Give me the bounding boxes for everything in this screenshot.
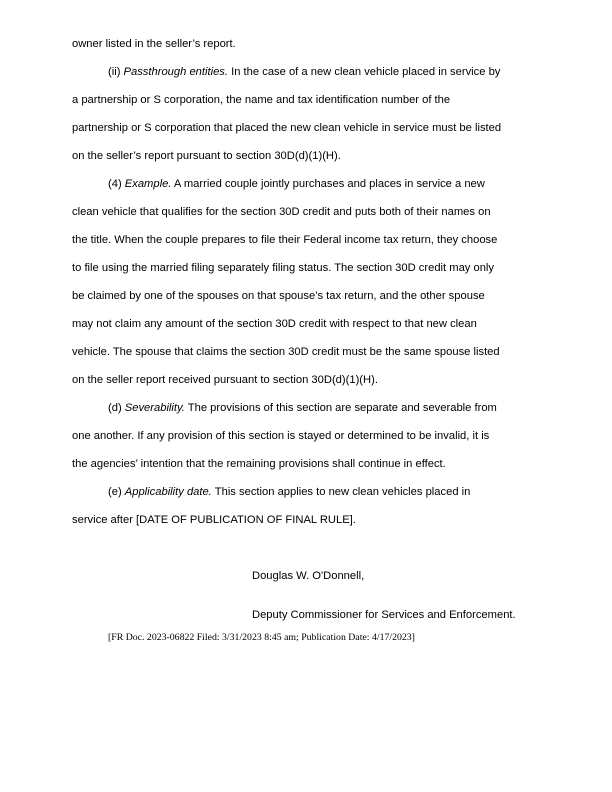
- paragraph-e-first-line: (e) Applicability date. This section applies to new clean vehicles placed in: [108, 486, 471, 498]
- body-line: service after [DATE OF PUBLICATION OF FINAL RULE].: [72, 514, 356, 526]
- paragraph-heading: Severability.: [124, 402, 185, 414]
- paragraph-ii-first-line: (ii) Passthrough entities. In the case of a new clean vehicle placed in service by: [108, 66, 501, 78]
- paragraph-number: (4): [108, 178, 125, 190]
- body-line: clean vehicle that qualifies for the section 30D credit and puts both of their names on: [72, 206, 491, 218]
- body-line: may not claim any amount of the section 30D credit with respect to that new clean: [72, 318, 477, 330]
- body-line: the agencies’ intention that the remaining provisions shall continue in effect.: [72, 458, 446, 470]
- body-line: a partnership or S corporation, the name and tax identification number of the: [72, 94, 451, 106]
- body-line: on the seller’s report pursuant to section 30D(d)(1)(H).: [72, 150, 341, 162]
- body-line: one another. If any provision of this section is stayed or determined to be invalid, it is: [72, 430, 490, 442]
- paragraph-number: (e): [108, 486, 125, 498]
- paragraph-number: (d): [108, 402, 125, 414]
- paragraph-d-first-line: (d) Severability. The provisions of this section are separate and severable from: [108, 402, 497, 414]
- body-line: the title. When the couple prepares to file their Federal income tax return, they choose: [72, 234, 498, 246]
- fr-document-note: [FR Doc. 2023-06822 Filed: 3/31/2023 8:45 am; Publication Date: 4/17/2023]: [108, 632, 415, 643]
- paragraph-4-first-line: (4) Example. A married couple jointly purchases and places in service a new: [108, 178, 485, 190]
- body-line: be claimed by one of the spouses on that spouse’s tax return, and the other spouse: [72, 290, 485, 302]
- signatory-title: Deputy Commissioner for Services and Enforcement.: [252, 609, 516, 621]
- paragraph-heading: Example.: [124, 178, 172, 190]
- body-line: on the seller report received pursuant to section 30D(d)(1)(H).: [72, 374, 378, 386]
- signatory-name: Douglas W. O'Donnell,: [252, 570, 365, 582]
- paragraph-number: (ii): [108, 66, 124, 78]
- paragraph-heading: Passthrough entities.: [123, 66, 229, 78]
- body-line: owner listed in the seller’s report.: [72, 38, 236, 50]
- body-line: partnership or S corporation that placed the new clean vehicle in service must be listed: [72, 122, 502, 134]
- body-line: vehicle. The spouse that claims the section 30D credit must be the same spouse listed: [72, 346, 500, 358]
- paragraph-heading: Applicability date.: [124, 486, 212, 498]
- body-line: to file using the married filing separately filing status. The section 30D credit may only: [72, 262, 495, 274]
